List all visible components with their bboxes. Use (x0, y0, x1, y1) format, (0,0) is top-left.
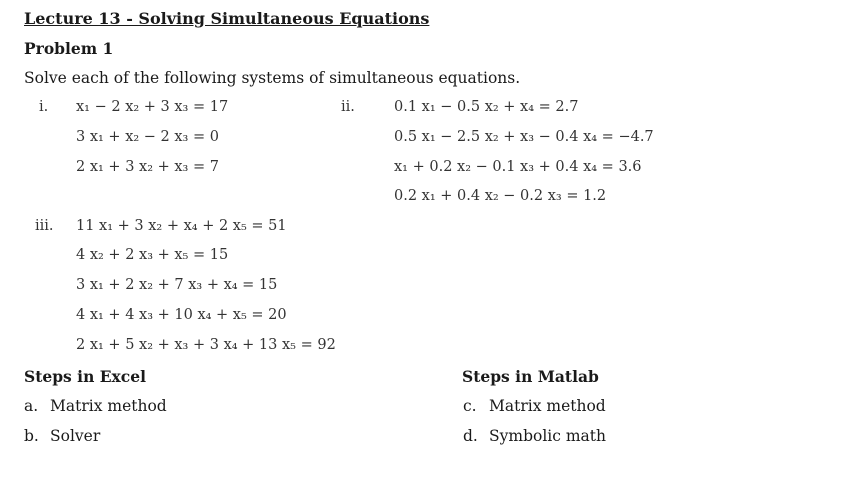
equation: x₁ − 2 x₂ + 3 x₃ = 17 (76, 99, 229, 115)
equation: 3 x₁ + 2 x₂ + 7 x₃ + x₄ = 15 (76, 277, 278, 293)
equation: 0.5 x₁ − 2.5 x₂ + x₃ − 0.4 x₄ = −4.7 (394, 129, 654, 145)
equation: x₁ + 0.2 x₂ − 0.1 x₃ + 0.4 x₄ = 3.6 (394, 159, 642, 175)
equation: 11 x₁ + 3 x₂ + x₄ + 2 x₅ = 51 (76, 218, 287, 234)
page-title: Lecture 13 - Solving Simultaneous Equations (24, 9, 430, 28)
excel-item-text: Matrix method (50, 397, 167, 415)
excel-heading: Steps in Excel (24, 367, 146, 386)
equation: 4 x₂ + 2 x₃ + x₅ = 15 (76, 247, 229, 263)
system-label-i: i. (39, 99, 49, 115)
matlab-item-marker: c. (463, 397, 477, 415)
system-label-iii: iii. (35, 218, 54, 234)
excel-item-marker: b. (24, 427, 39, 445)
problem-heading: Problem 1 (24, 39, 114, 58)
equation: 0.1 x₁ − 0.5 x₂ + x₄ = 2.7 (394, 99, 579, 115)
matlab-item-marker: d. (463, 427, 478, 445)
equation: 2 x₁ + 3 x₂ + x₃ = 7 (76, 159, 219, 175)
equation: 0.2 x₁ + 0.4 x₂ − 0.2 x₃ = 1.2 (394, 188, 607, 204)
equation: 3 x₁ + x₂ − 2 x₃ = 0 (76, 129, 219, 145)
excel-item-text: Solver (50, 427, 101, 445)
matlab-item-text: Matrix method (489, 397, 606, 415)
matlab-item-text: Symbolic math (489, 427, 606, 445)
equation: 2 x₁ + 5 x₂ + x₃ + 3 x₄ + 13 x₅ = 92 (76, 337, 336, 353)
instructions: Solve each of the following systems of simultaneous equations. (24, 69, 521, 87)
system-label-ii: ii. (341, 99, 355, 115)
excel-item-marker: a. (24, 397, 39, 415)
matlab-heading: Steps in Matlab (462, 367, 599, 386)
equation: 4 x₁ + 4 x₃ + 10 x₄ + x₅ = 20 (76, 307, 287, 323)
